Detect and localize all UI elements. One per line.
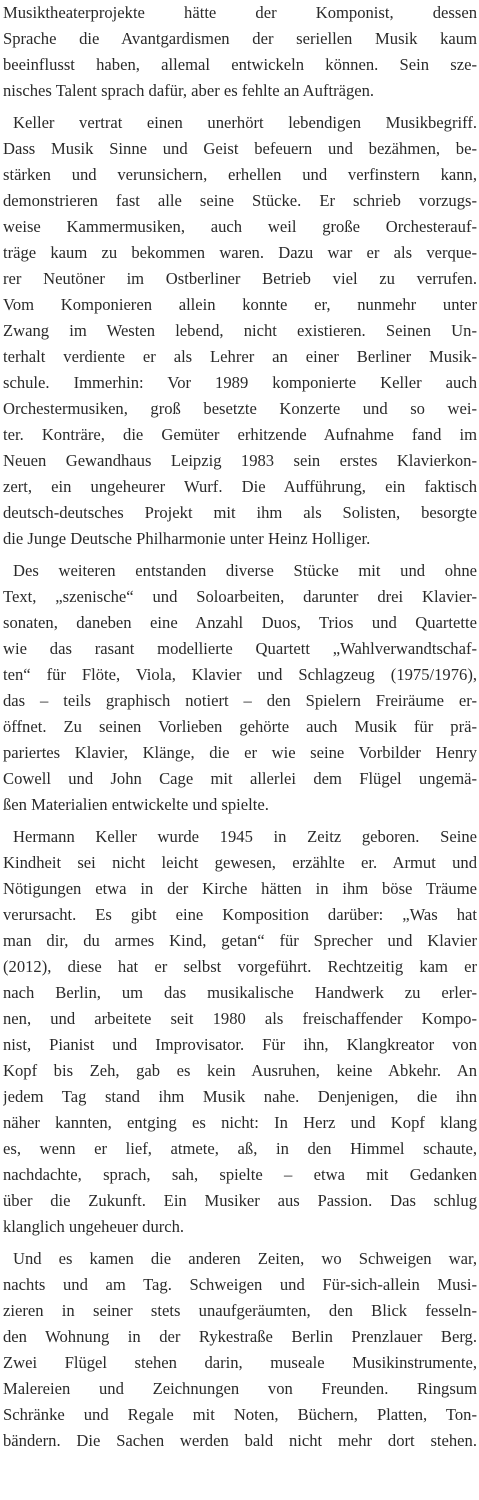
text-line: Malereien und Zeichnungen von Freunden. Ringsum bbox=[3, 1379, 477, 1398]
text-line: bändern. Die Sachen werden bald nicht mehr dort stehen. bbox=[3, 1431, 477, 1450]
text-line: ßen Materialien entwickelte und spielte. bbox=[3, 795, 269, 814]
text-line: öffnet. Zu seinen Vorlieben gehörte auch Musik für prä- bbox=[3, 717, 477, 736]
text-line: nach Berlin, um das musikalische Handwerk zu erler- bbox=[3, 983, 477, 1002]
text-line: Kindheit sei nicht leicht gewesen, erzählte er. Armut und bbox=[3, 853, 477, 872]
text-line: es, wenn er lief, atmete, aß, in den Himmel schaute, bbox=[3, 1139, 477, 1158]
text-line: demonstrieren fast alle seine Stücke. Er schrieb vorzugs- bbox=[3, 191, 477, 210]
text-line: sonaten, daneben eine Anzahl Duos, Trios und Quartette bbox=[3, 613, 477, 632]
text-line: nen, und arbeitete seit 1980 als freischaffender Kompo- bbox=[3, 1009, 477, 1028]
text-line: schule. Immerhin: Vor 1989 komponierte Keller auch bbox=[3, 373, 477, 392]
text-line: Und es kamen die anderen Zeiten, wo Schweigen war, bbox=[13, 1249, 477, 1268]
paragraph bbox=[3, 824, 477, 1240]
text-line: Hermann Keller wurde 1945 in Zeitz geboren. Seine bbox=[13, 827, 477, 846]
text-line: weise Kammermusiken, auch weil große Orchesterauf- bbox=[3, 217, 477, 236]
text-line: die Junge Deutsche Philharmonie unter Heinz Holliger. bbox=[3, 529, 371, 548]
text-line: (2012), diese hat er selbst vorgeführt. Rechtzeitig kam er bbox=[3, 957, 477, 976]
text-line: Des weiteren entstanden diverse Stücke mit und ohne bbox=[13, 561, 477, 580]
text-line: Dass Musik Sinne und Geist befeuern und bezähmen, be- bbox=[3, 139, 477, 158]
text-line: jedem Tag stand ihm Musik nahe. Denjenigen, die ihn bbox=[3, 1087, 477, 1106]
text-line: Schränke und Regale mit Noten, Büchern, Platten, Ton- bbox=[3, 1405, 477, 1424]
text-line: rer Neutöner im Ostberliner Betrieb viel zu verrufen. bbox=[3, 269, 477, 288]
text-line: Musiktheaterprojekte hätte der Komponist, dessen bbox=[3, 3, 477, 22]
text-line: Keller vertrat einen unerhört lebendigen Musikbegriff. bbox=[13, 113, 477, 132]
document-body bbox=[3, 0, 477, 1454]
text-line: nachts und am Tag. Schweigen und Für-sich-allein Musi- bbox=[3, 1275, 477, 1294]
text-line: pariertes Klavier, Klänge, die er wie seine Vorbilder Henry bbox=[3, 743, 477, 762]
text-line: wie das rasant modellierte Quartett „Wahlverwandtschaf- bbox=[3, 639, 477, 658]
paragraph bbox=[3, 110, 477, 552]
text-line: deutsch-deutsches Projekt mit ihm als Solisten, besorgte bbox=[3, 503, 477, 522]
text-line: verursacht. Es gibt eine Komposition darüber: „Was hat bbox=[3, 905, 477, 924]
text-line: zert, ein ungeheurer Wurf. Die Aufführung, ein faktisch bbox=[3, 477, 477, 496]
text-line: Sprache die Avantgardismen der seriellen Musik kaum bbox=[3, 29, 477, 48]
text-line: nachdachte, sprach, sah, spielte – etwa mit Gedanken bbox=[3, 1165, 477, 1184]
text-line: stärken und verunsichern, erhellen und verfinstern kann, bbox=[3, 165, 477, 184]
text-line: Kopf bis Zeh, gab es kein Ausruhen, keine Abkehr. An bbox=[3, 1061, 477, 1080]
text-line: Orchestermusiken, groß besetzte Konzerte und so wei- bbox=[3, 399, 477, 418]
text-line: Text, „szenische“ und Soloarbeiten, darunter drei Klavier- bbox=[3, 587, 477, 606]
text-line: terhalt verdiente er als Lehrer an einer Berliner Musik- bbox=[3, 347, 477, 366]
paragraph bbox=[3, 558, 477, 818]
text-line: nisches Talent sprach dafür, aber es fehlte an Aufträgen. bbox=[3, 81, 375, 100]
text-line: über die Zukunft. Ein Musiker aus Passion. Das schlug bbox=[3, 1191, 477, 1210]
text-line: Zwang im Westen lebend, nicht existieren. Seinen Un- bbox=[3, 321, 477, 340]
text-line: nist, Pianist und Improvisator. Für ihn, Klangkreator von bbox=[3, 1035, 477, 1054]
text-line: das – teils graphisch notiert – den Spielern Freiräume er- bbox=[3, 691, 477, 710]
text-line: zieren in seiner stets unaufgeräumten, den Blick fesseln- bbox=[3, 1301, 477, 1320]
text-line: Vom Komponieren allein konnte er, nunmehr unter bbox=[3, 295, 477, 314]
text-line: Cowell und John Cage mit allerlei dem Flügel ungemä- bbox=[3, 769, 477, 788]
text-line: man dir, du armes Kind, getan“ für Sprecher und Klavier bbox=[3, 931, 477, 950]
text-line: näher kannten, entging es nicht: In Herz und Kopf klang bbox=[3, 1113, 477, 1132]
paragraph bbox=[3, 0, 477, 104]
document-page bbox=[3, 0, 477, 1454]
text-line: beeinflusst haben, allemal entwickeln können. Sein sze- bbox=[3, 55, 477, 74]
text-line: ten“ für Flöte, Viola, Klavier und Schlagzeug (1975/1976), bbox=[3, 665, 477, 684]
text-line: träge kaum zu bekommen waren. Dazu war er als verque- bbox=[3, 243, 477, 262]
text-line: Nötigungen etwa in der Kirche hätten in ihm böse Träume bbox=[3, 879, 477, 898]
text-line: klanglich ungeheuer durch. bbox=[3, 1217, 185, 1236]
text-line: den Wohnung in der Rykestraße Berlin Prenzlauer Berg. bbox=[3, 1327, 477, 1346]
text-line: Zwei Flügel stehen darin, museale Musikinstrumente, bbox=[3, 1353, 477, 1372]
paragraph bbox=[3, 1246, 477, 1454]
text-line: Neuen Gewandhaus Leipzig 1983 sein erstes Klavierkon- bbox=[3, 451, 477, 470]
text-line: ter. Konträre, die Gemüter erhitzende Aufnahme fand im bbox=[3, 425, 477, 444]
